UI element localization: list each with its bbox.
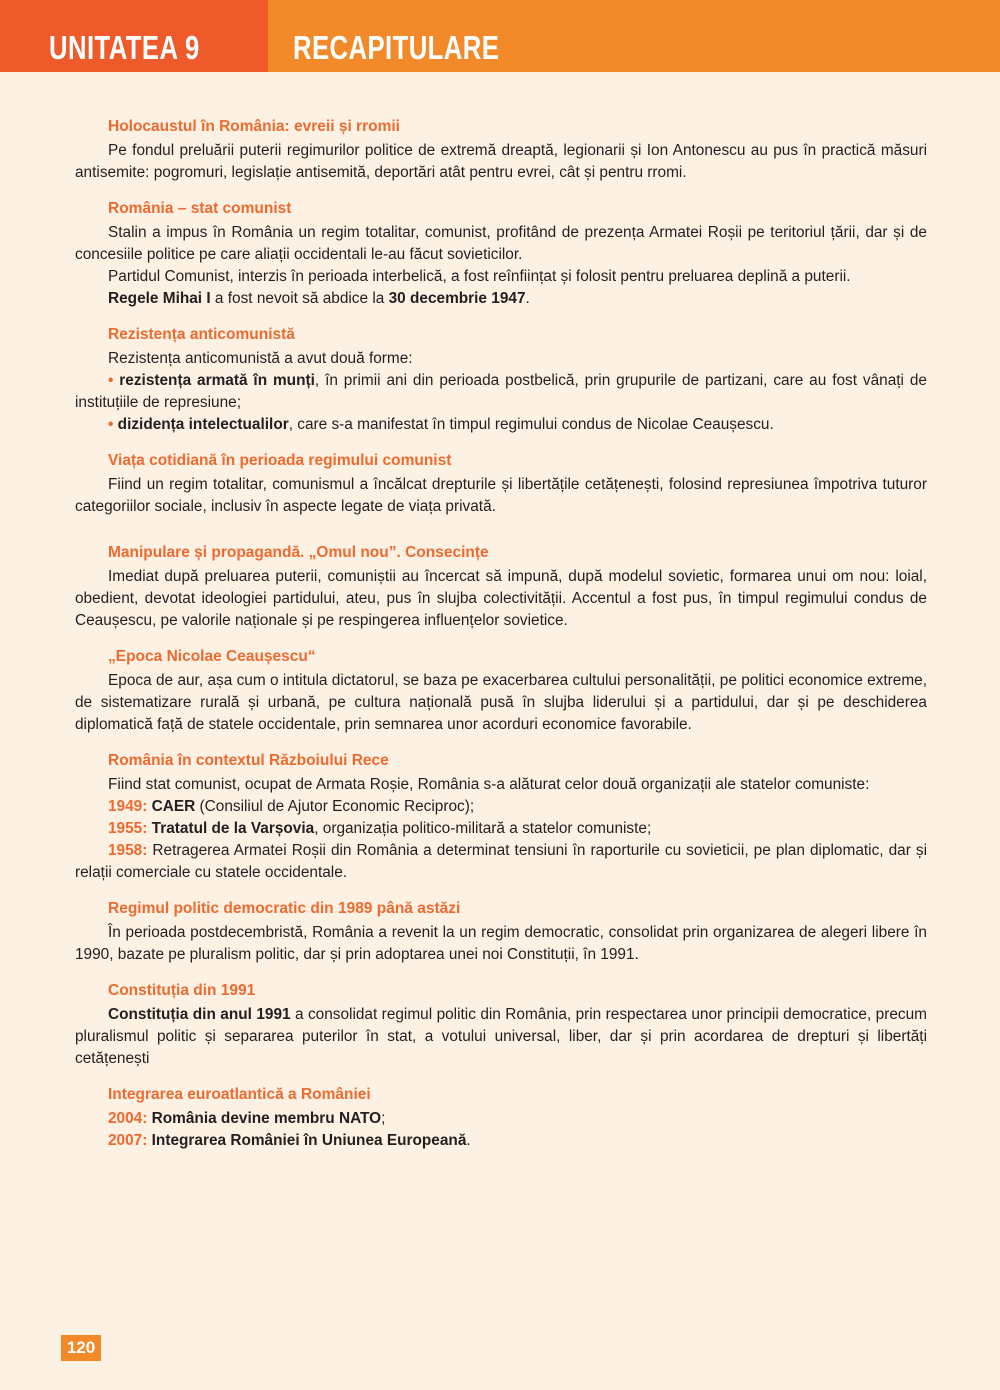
timeline-item — [75, 840, 927, 884]
section-heading: Rezistența anticomunistă — [108, 326, 295, 343]
year-label: 1955: — [108, 820, 148, 837]
timeline-item — [75, 1108, 927, 1130]
year-label: 2004: — [108, 1110, 148, 1127]
bullet-item — [75, 370, 927, 414]
text: ; — [381, 1110, 386, 1127]
text: Retragerea Armatei Roșii din România a determinat tensiuni în raporturile cu sovieticii, pe plan diplomatic, dar și relații comerciale cu statele occidentale. — [75, 842, 927, 881]
paragraph: Epoca de aur, așa cum o intitula dictatorul, se baza pe exacerbarea cultului personalității, pe politici economice extreme, de sistematizare rurală și urbană, pe cultura națională pusă în slujba liderului și a partidului, dar și pe deschiderea diplomatică față de statele occidentale, prin semnarea unor acorduri economice favorabile. — [75, 672, 927, 733]
section-propaganda — [75, 542, 927, 632]
bold-text: Regele Mihai I — [108, 290, 211, 307]
paragraph: Partidul Comunist, interzis în perioada interbelică, a fost reînființat și folosit pentru preluarea deplină a puterii. — [108, 268, 851, 285]
year-label: 1958: — [108, 842, 148, 859]
year-label: 2007: — [108, 1132, 148, 1149]
timeline-item — [75, 796, 927, 818]
paragraph: Fiind un regim totalitar, comunismul a încălcat drepturile și libertățile cetățenești, folosind represiunea împotriva tuturor categoriilor sociale, inclusiv în aspecte legate de viața privată. — [75, 476, 927, 515]
paragraph: Rezistența anticomunistă a avut două forme: — [108, 350, 413, 367]
section-regim-democratic — [75, 898, 927, 966]
section-heading: Viața cotidiană în perioada regimului comunist — [108, 452, 452, 469]
bold-text: România devine membru NATO — [151, 1110, 382, 1127]
paragraph: Pe fondul preluării puterii regimurilor politice de extremă dreaptă, legionarii și Ion Antonescu au pus în practică măsuri antisemite: pogromuri, legislație antisemită, deportări atât pentru evrei, cât și pentru rromi. — [75, 142, 927, 181]
year-label: 1949: — [108, 798, 148, 815]
text: a fost nevoit să abdice la — [210, 290, 389, 307]
paragraph: Fiind stat comunist, ocupat de Armata Roșie, România s-a alăturat celor două organizații ale statelor comuniste: — [108, 776, 870, 793]
title-banner — [268, 0, 1000, 72]
section-integrare — [75, 1084, 927, 1152]
paragraph: Stalin a impus în România un regim totalitar, comunist, profitând de prezența Armatei Roșii pe teritoriul țării, dar și de concesiile politice pe care aliații occidentali le-au făcut sovieticilor. — [75, 224, 927, 263]
section-heading: Manipulare și propagandă. „Omul nou”. Consecințe — [108, 544, 489, 561]
text: a consolidat regimul politic din România, prin respectarea unor principii democratice, precum pluralismul politic și separarea puterilor în stat, a votului universal, liber, dar și prin acordarea de drepturi și libertăți cetățenești — [75, 1006, 927, 1067]
section-holocaust — [75, 116, 927, 184]
unit-banner — [0, 0, 268, 72]
section-heading: România – stat comunist — [108, 200, 292, 217]
section-heading: Constituția din 1991 — [108, 982, 256, 999]
text: , în primii ani din perioada postbelică, prin grupurile de partizani, care au fost vânați de instituțiile de represiune; — [75, 372, 927, 411]
timeline-item — [75, 1130, 927, 1152]
section-viata-cotidiana — [75, 450, 927, 518]
section-heading: Integrarea euroatlantică a României — [108, 1086, 371, 1103]
bold-text: CAER — [151, 798, 196, 815]
unit-label: UNITATEA 9 — [49, 29, 200, 66]
text: , care s-a manifestat în timpul regimului condus de Nicolae Ceaușescu. — [288, 416, 774, 433]
paragraph: Imediat după preluarea puterii, comuniștii au încercat să impună, după modelul sovietic, formarea unui om nou: loial, obedient, devotat ideologiei partidului, ateu, pus în slujba colectivității. Accentul a fost pus, în timpul regimului condus de Ceaușescu, pe valorile naționale și pe respingerea influențelor sovietice. — [75, 568, 927, 629]
paragraph: În perioada postdecembristă, România a revenit la un regim democratic, consolidat prin organizarea de alegeri libere în 1990, bazate pe pluralism politic, dar și prin adoptarea unei noi Constituții, în 1991. — [75, 924, 927, 963]
section-heading: România în contextul Războiului Rece — [108, 752, 389, 769]
paragraph — [75, 1004, 927, 1070]
bold-text: dizidența intelectualilor — [117, 416, 289, 433]
main-content — [75, 116, 927, 1166]
bold-text: Integrarea României în Uniunea Europeană — [151, 1132, 467, 1149]
page-title: RECAPITULARE — [293, 29, 500, 66]
text: , organizația politico-militară a statelor comuniste; — [314, 820, 652, 837]
bullet-icon: • — [108, 416, 114, 433]
page-header — [0, 0, 1000, 72]
bold-text: 30 decembrie 1947 — [388, 290, 526, 307]
section-rezistenta — [75, 324, 927, 436]
bullet-item — [75, 414, 927, 436]
section-constitutia — [75, 980, 927, 1070]
page-number: 120 — [61, 1335, 101, 1361]
bold-text: Constituția din anul 1991 — [108, 1006, 291, 1023]
paragraph — [75, 288, 927, 310]
bold-text: rezistența armată în munți — [119, 372, 315, 389]
bullet-icon: • — [108, 372, 114, 389]
section-epoca-ceausescu — [75, 646, 927, 736]
text: (Consiliul de Ajutor Economic Reciproc); — [195, 798, 475, 815]
section-heading: „Epoca Nicolae Ceaușescu“ — [108, 648, 316, 665]
text: . — [466, 1132, 471, 1149]
section-stat-comunist — [75, 198, 927, 310]
section-heading: Holocaustul în România: evreii și rromii — [108, 118, 400, 135]
section-heading: Regimul politic democratic din 1989 până astăzi — [108, 900, 461, 917]
section-razboiul-rece — [75, 750, 927, 884]
bold-text: Tratatul de la Varșovia — [151, 820, 315, 837]
text: . — [525, 290, 530, 307]
timeline-item — [75, 818, 927, 840]
